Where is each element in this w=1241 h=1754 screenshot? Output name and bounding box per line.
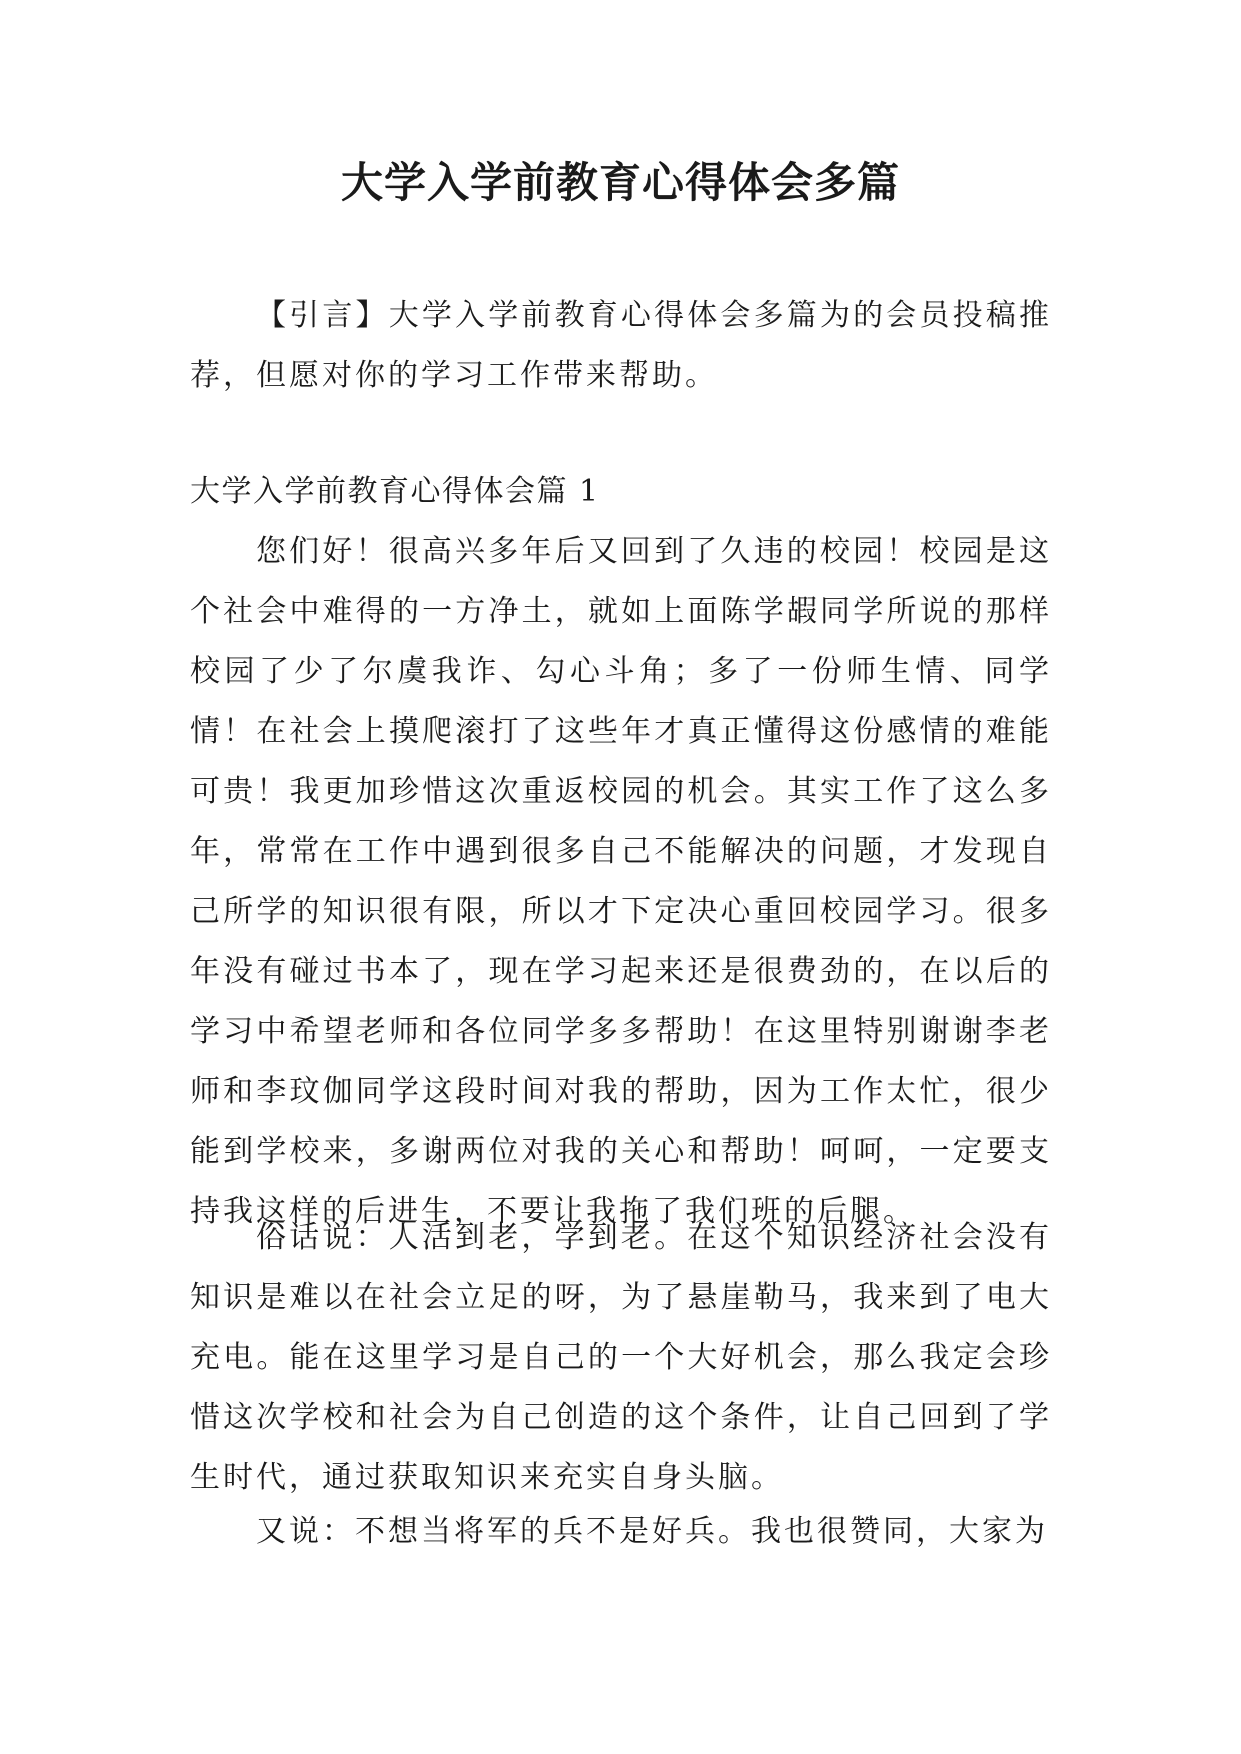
body-paragraph: 俗话说：人活到老，学到老。在这个知识经济社会没有知识是难以在社会立足的呀，为了悬崖勒马，我来到了电大充电。能在这里学习是自己的一个大好机会，那么我定会珍惜这次学校和社会为自己创造的这个条件，让自己回到了学生时代，通过获取知识来充实自身头脑。 [190,1220,1052,1495]
document-title: 大学入学前教育心得体会多篇 [340,158,900,207]
intro-paragraph: 【引言】大学入学前教育心得体会多篇为的会员投稿推荐，但愿对你的学习工作带来帮助。 [190,298,1052,393]
body-paragraph: 又说：不想当将军的兵不是好兵。我也很赞同，大家为 [256,1514,1048,1549]
section-heading: 大学入学前教育心得体会篇 1 [190,474,600,509]
body-paragraph: 您们好！很高兴多年后又回到了久违的校园！校园是这个社会中难得的一方净土，就如上面陈学嘏同学所说的那样校园了少了尔虞我诈、勾心斗角；多了一份师生情、同学情！在社会上摸爬滚打了这些年才真正懂得这份感情的难能可贵！我更加珍惜这次重返校园的机会。其实工作了这么多年，常常在工作中遇到很多自己不能解决的问题，才发现自己所学的知识很有限，所以才下定决心重回校园学习。很多年没有碰过书本了，现在学习起来还是很费劲的，在以后的学习中希望老师和各位同学多多帮助！在这里特别谢谢李老师和李玟伽同学这段时间对我的帮助，因为工作太忙，很少能到学校来，多谢两位对我的关心和帮助！呵呵，一定要支持我这样的后进生，不要让我拖了我们班的后腿。 [190,534,1052,1229]
